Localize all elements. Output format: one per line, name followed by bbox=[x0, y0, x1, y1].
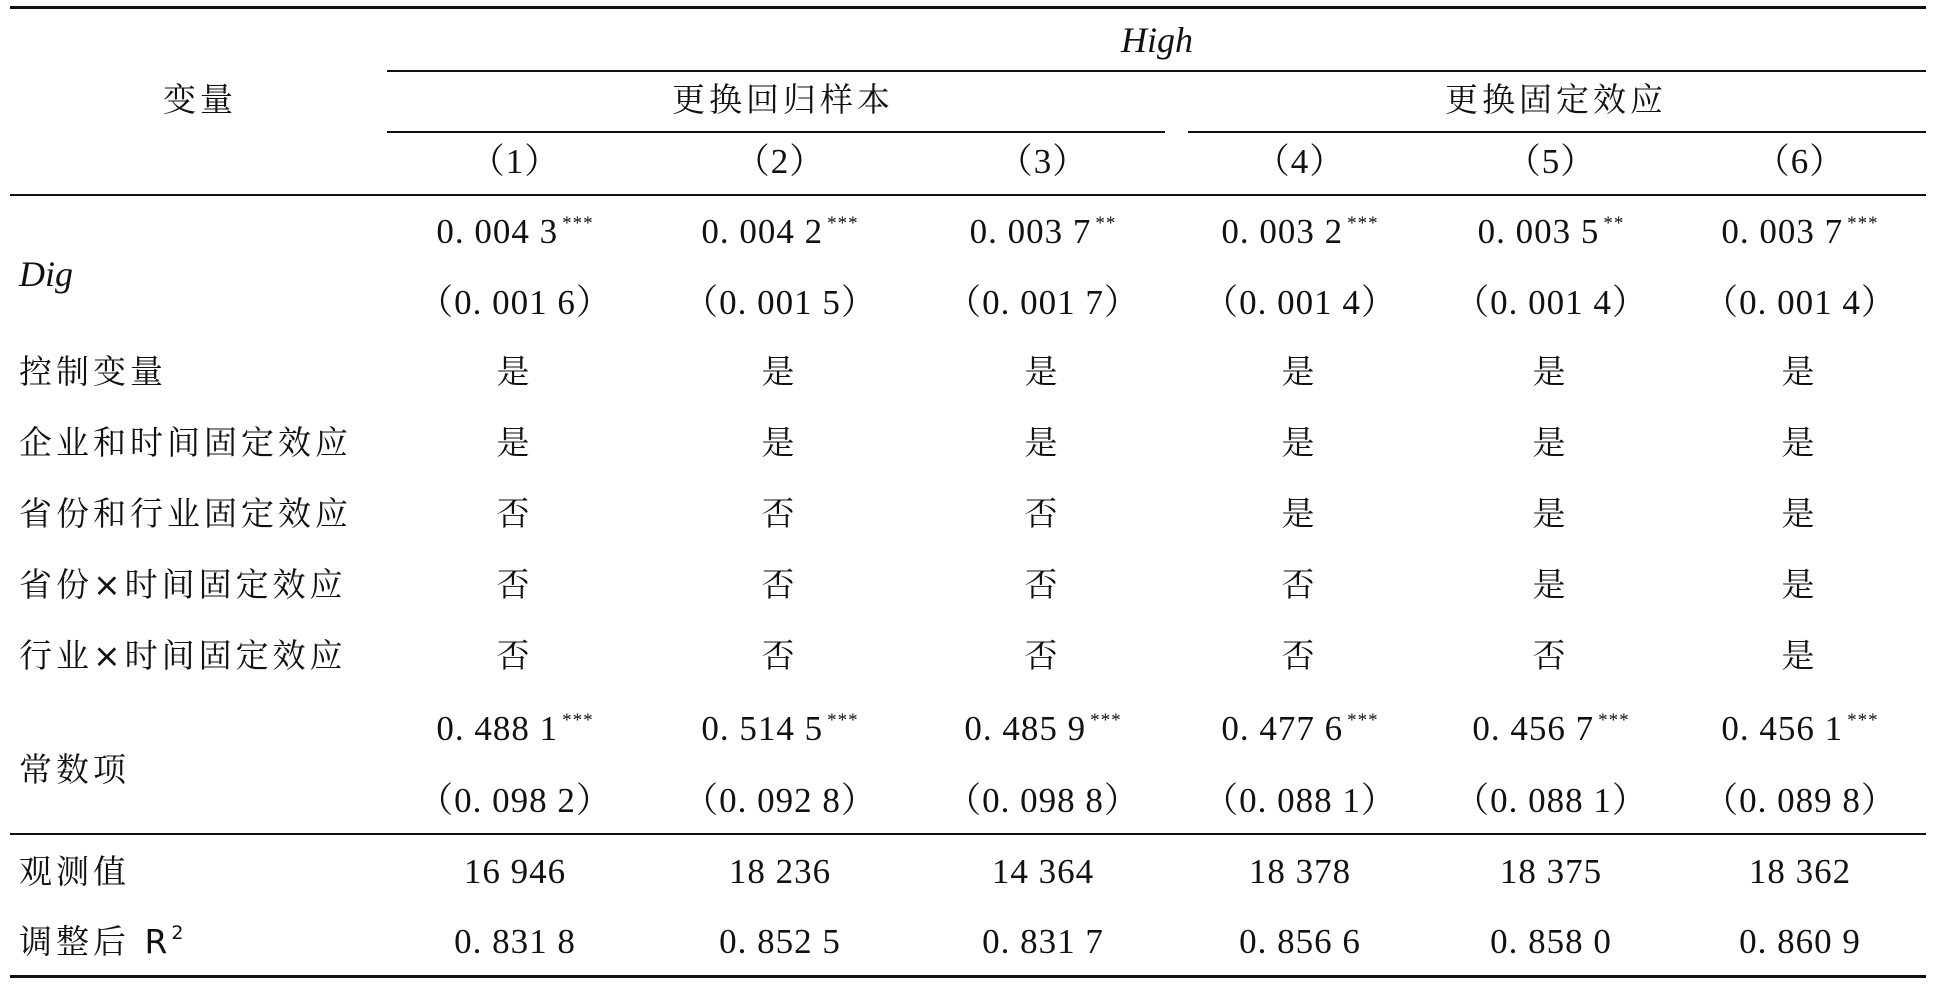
controls-value-1: 是 bbox=[496, 352, 534, 391]
dig-se-5: （0. 001 4） bbox=[1454, 283, 1648, 322]
firm-time-fe-value-1: 是 bbox=[496, 423, 534, 462]
prov-time-fe-value-1: 否 bbox=[496, 565, 534, 604]
top-rule bbox=[10, 6, 1926, 9]
const-coef-1: 0. 488 1 *** bbox=[436, 709, 594, 748]
obs-value-1: 16 946 bbox=[463, 852, 567, 891]
prov-time-fe-value-2: 否 bbox=[761, 565, 799, 604]
prov-time-fe-value-4: 否 bbox=[1281, 565, 1319, 604]
header-dependent-variable: High bbox=[1121, 20, 1193, 60]
firm-time-fe-value-2: 是 bbox=[761, 423, 799, 462]
column-header-4: （4） bbox=[1254, 142, 1346, 181]
row-label-prov-time-fe: 省份×时间固定效应 bbox=[19, 565, 347, 604]
obs-value-2: 18 236 bbox=[728, 852, 832, 891]
prov-time-fe-value-3: 否 bbox=[1024, 565, 1062, 604]
const-se-1: （0. 098 2） bbox=[418, 781, 612, 820]
ind-time-fe-value-1: 否 bbox=[496, 636, 534, 675]
const-coef-4: 0. 477 6 *** bbox=[1221, 709, 1379, 748]
row-label-ind-time-fe: 行业×时间固定效应 bbox=[19, 636, 347, 675]
firm-time-fe-value-4: 是 bbox=[1281, 423, 1319, 462]
r2-value-5: 0. 858 0 bbox=[1490, 922, 1612, 961]
row-label-observations: 观测值 bbox=[19, 852, 130, 891]
firm-time-fe-value-6: 是 bbox=[1781, 423, 1819, 462]
obs-value-4: 18 378 bbox=[1248, 852, 1352, 891]
prov-ind-fe-value-1: 否 bbox=[496, 494, 534, 533]
dig-se-2: （0. 001 5） bbox=[683, 283, 877, 322]
const-se-4: （0. 088 1） bbox=[1203, 781, 1397, 820]
controls-value-4: 是 bbox=[1281, 352, 1319, 391]
obs-value-3: 14 364 bbox=[991, 852, 1095, 891]
prov-ind-fe-value-4: 是 bbox=[1281, 494, 1319, 533]
prov-ind-fe-value-3: 否 bbox=[1024, 494, 1062, 533]
header-variable-label: 变量 bbox=[163, 80, 237, 119]
ind-time-fe-value-5: 否 bbox=[1532, 636, 1570, 675]
const-coef-6: 0. 456 1 *** bbox=[1721, 709, 1879, 748]
column-header-3: （3） bbox=[997, 142, 1089, 181]
const-se-3: （0. 098 8） bbox=[946, 781, 1140, 820]
controls-value-5: 是 bbox=[1532, 352, 1570, 391]
column-header-2: （2） bbox=[734, 142, 826, 181]
prov-ind-fe-value-6: 是 bbox=[1781, 494, 1819, 533]
header-group-sample: 更换回归样本 bbox=[672, 80, 894, 119]
dig-coef-4: 0. 003 2 *** bbox=[1221, 212, 1379, 251]
prov-time-fe-value-6: 是 bbox=[1781, 565, 1819, 604]
row-label-constant: 常数项 bbox=[19, 750, 130, 789]
prov-ind-fe-value-2: 否 bbox=[761, 494, 799, 533]
dep-var-rule bbox=[387, 70, 1926, 72]
dig-se-4: （0. 001 4） bbox=[1203, 283, 1397, 322]
dig-coef-2: 0. 004 2 *** bbox=[701, 212, 859, 251]
const-coef-3: 0. 485 9 *** bbox=[964, 709, 1122, 748]
ind-time-fe-value-2: 否 bbox=[761, 636, 799, 675]
const-coef-2: 0. 514 5 *** bbox=[701, 709, 859, 748]
obs-value-6: 18 362 bbox=[1748, 852, 1852, 891]
row-label-dig: Dig bbox=[19, 254, 73, 294]
firm-time-fe-value-5: 是 bbox=[1532, 423, 1570, 462]
r2-value-2: 0. 852 5 bbox=[719, 922, 841, 961]
group1-rule bbox=[387, 131, 1165, 133]
r2-value-6: 0. 860 9 bbox=[1739, 922, 1861, 961]
controls-value-2: 是 bbox=[761, 352, 799, 391]
ind-time-fe-value-6: 是 bbox=[1781, 636, 1819, 675]
group2-rule bbox=[1188, 131, 1926, 133]
const-se-6: （0. 089 8） bbox=[1703, 781, 1897, 820]
r2-value-4: 0. 856 6 bbox=[1239, 922, 1361, 961]
row-label-prov-ind-fe: 省份和行业固定效应 bbox=[19, 494, 352, 533]
row-label-adj-r2: 调整后 $R^2$ bbox=[19, 922, 188, 961]
const-coef-5: 0. 456 7 *** bbox=[1472, 709, 1630, 748]
ind-time-fe-value-3: 否 bbox=[1024, 636, 1062, 675]
column-header-5: （5） bbox=[1505, 142, 1597, 181]
r2-value-1: 0. 831 8 bbox=[454, 922, 576, 961]
dig-se-3: （0. 001 7） bbox=[946, 283, 1140, 322]
dig-coef-6: 0. 003 7 *** bbox=[1721, 212, 1879, 251]
const-se-5: （0. 088 1） bbox=[1454, 781, 1648, 820]
r2-value-3: 0. 831 7 bbox=[982, 922, 1104, 961]
header-bottom-rule bbox=[10, 194, 1926, 196]
row-label-firm-time-fe: 企业和时间固定效应 bbox=[19, 423, 352, 462]
regression-table bbox=[10, 0, 1926, 992]
row-label-controls: 控制变量 bbox=[19, 352, 167, 391]
column-header-1: （1） bbox=[469, 142, 561, 181]
firm-time-fe-value-3: 是 bbox=[1024, 423, 1062, 462]
column-header-6: （6） bbox=[1754, 142, 1846, 181]
dig-se-1: （0. 001 6） bbox=[418, 283, 612, 322]
ind-time-fe-value-4: 否 bbox=[1281, 636, 1319, 675]
const-se-2: （0. 092 8） bbox=[683, 781, 877, 820]
controls-value-6: 是 bbox=[1781, 352, 1819, 391]
prov-ind-fe-value-5: 是 bbox=[1532, 494, 1570, 533]
dig-coef-5: 0. 003 5 ** bbox=[1477, 212, 1625, 251]
prov-time-fe-value-5: 是 bbox=[1532, 565, 1570, 604]
obs-value-5: 18 375 bbox=[1499, 852, 1603, 891]
dig-se-6: （0. 001 4） bbox=[1703, 283, 1897, 322]
dig-coef-3: 0. 003 7 ** bbox=[969, 212, 1117, 251]
controls-value-3: 是 bbox=[1024, 352, 1062, 391]
stats-rule bbox=[10, 833, 1926, 835]
bottom-rule bbox=[10, 975, 1926, 978]
dig-coef-1: 0. 004 3 *** bbox=[436, 212, 594, 251]
header-group-fixed-effects: 更换固定效应 bbox=[1445, 80, 1667, 119]
